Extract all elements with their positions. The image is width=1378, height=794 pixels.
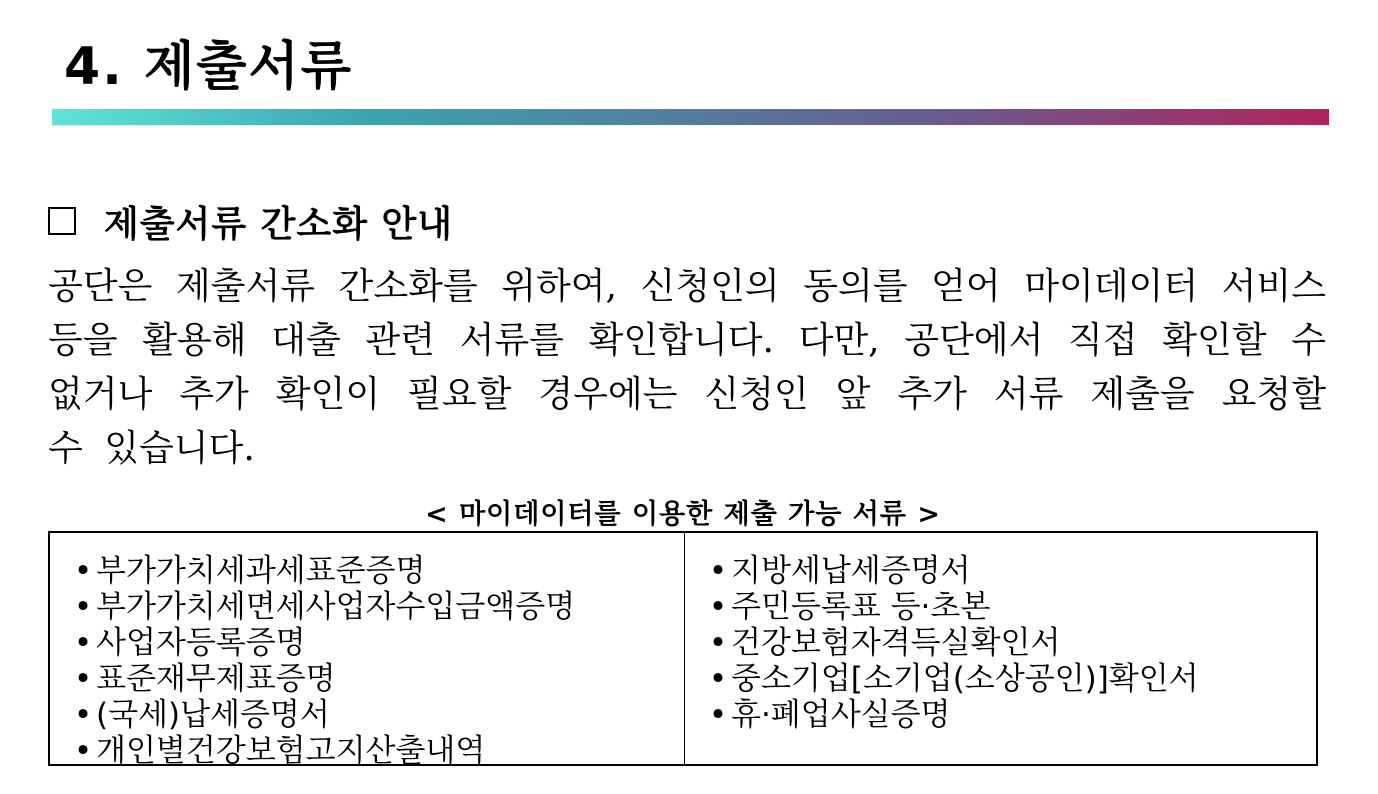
bullet-dot-icon: •: [708, 589, 728, 625]
bullet-dot-icon: •: [73, 697, 93, 733]
list-item: • 중소기업[소기업(소상공인)]확인서: [705, 661, 1316, 697]
list-item: • 사업자등록증명: [70, 625, 684, 661]
page-title: 4. 제출서류: [64, 37, 353, 97]
bullet-dot-icon: •: [708, 697, 728, 733]
list-item: • 부가가치세면세사업자수입금액증명: [70, 589, 684, 625]
list-item: • 표준재무제표증명: [70, 661, 684, 697]
document-list-left: [50, 533, 685, 769]
document-table: [48, 531, 1318, 769]
table-caption: < 마이데이터를 이용한 제출 가능 서류 >: [425, 499, 941, 530]
bullet-dot-icon: •: [73, 553, 93, 589]
bullet-dot-icon: •: [73, 661, 93, 697]
section-heading-text: 제출서류 간소화 안내: [104, 203, 454, 245]
document-list-right: [685, 533, 1316, 764]
square-bullet-icon: [48, 207, 76, 235]
list-item: • 주민등록표 등·초본: [705, 589, 1316, 625]
bullet-dot-icon: •: [73, 733, 93, 769]
title-gradient-bar: [52, 109, 1329, 125]
bullet-dot-icon: •: [708, 553, 728, 589]
section-heading: [48, 198, 453, 244]
list-item: • 건강보험자격득실확인서: [705, 625, 1316, 661]
bullet-dot-icon: •: [73, 589, 93, 625]
bullet-dot-icon: •: [708, 661, 728, 697]
intro-paragraph: 공단은 제출서류 간소화를 위하여, 신청인의 동의를 얻어 마이데이터 서비스 등을 활용해 대출 관련 서류를 확인합니다. 다만, 공단에서 직접 확인할 수 없거나 추가 확인이 필요할 경우에는 신청인 앞 추가 서류 제출을 요청할 수 있습니다.: [48, 266, 1326, 469]
list-item: • 지방세납세증명서: [705, 553, 1316, 589]
bullet-dot-icon: •: [708, 625, 728, 661]
list-item: • (국세)납세증명서: [70, 697, 684, 733]
bullet-dot-icon: •: [73, 625, 93, 661]
list-item: • 휴·폐업사실증명: [705, 697, 1316, 733]
list-item: • 부가가치세과세표준증명: [70, 553, 684, 589]
list-item: • 개인별건강보험고지산출내역: [70, 733, 684, 769]
